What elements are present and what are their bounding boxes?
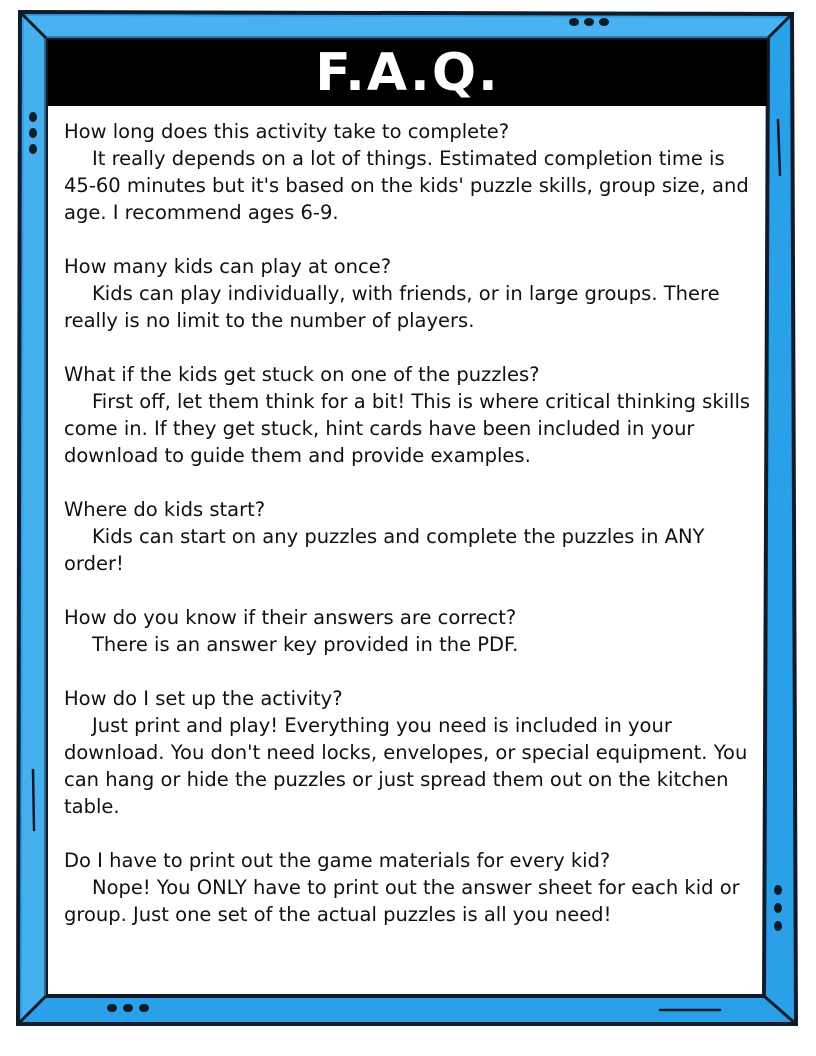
- faq-question: What if the kids get stuck on one of the puzzles?: [64, 363, 540, 386]
- faq-answer: First off, let them think for a bit! This is where critical thinking skills come in. If they get stuck, hint cards have been included in your download to guide them and provide examples.: [64, 390, 751, 467]
- faq-question: Do I have to print out the game materials for every kid?: [64, 849, 611, 872]
- faq-answer: Nope! You ONLY have to print out the answer sheet for each kid or group. Just one set of the actual puzzles is all you need!: [64, 876, 740, 926]
- faq-item-answers: [64, 604, 754, 658]
- decor-dots-bottom: [107, 1004, 149, 1012]
- faq-item-printing: [64, 847, 754, 928]
- frame-bevel-left: [22, 16, 46, 1020]
- decor-dots-left: [29, 112, 37, 154]
- faq-item-start: [64, 496, 754, 577]
- faq-item-duration: [64, 118, 754, 226]
- faq-answer: It really depends on a lot of things. Estimated completion time is 45-60 minutes but it's based on the kids' puzzle skills, group size, and age. I recommend ages 6-9.: [64, 147, 749, 224]
- faq-item-stuck: [64, 361, 754, 469]
- faq-question: How many kids can play at once?: [64, 255, 392, 278]
- faq-question: How do you know if their answers are correct?: [64, 606, 517, 629]
- faq-item-setup: [64, 685, 754, 820]
- frame-bevel-top: [24, 16, 788, 38]
- faq-question: Where do kids start?: [64, 498, 266, 521]
- decor-dash-left-bottom: [33, 770, 34, 830]
- faq-answer: Kids can start on any puzzles and complete the puzzles in ANY order!: [64, 525, 705, 575]
- faq-item-players: [64, 253, 754, 334]
- faq-question: How do I set up the activity?: [64, 687, 343, 710]
- faq-list: [64, 118, 754, 928]
- page-title: F.A.Q.: [48, 40, 767, 106]
- faq-question: How long does this activity take to complete?: [64, 120, 510, 143]
- faq-answer: Kids can play individually, with friends, or in large groups. There really is no limit to the number of players.: [64, 282, 720, 332]
- decor-dots-top: [569, 18, 609, 26]
- faq-answer: There is an answer key provided in the PDF.: [92, 633, 519, 656]
- decor-dots-right: [774, 885, 782, 931]
- faq-answer: Just print and play! Everything you need is included in your download. You don't need locks, envelopes, or special equipment. You can hang or hide the puzzles or just spread them out on the kitchen table.: [64, 714, 748, 818]
